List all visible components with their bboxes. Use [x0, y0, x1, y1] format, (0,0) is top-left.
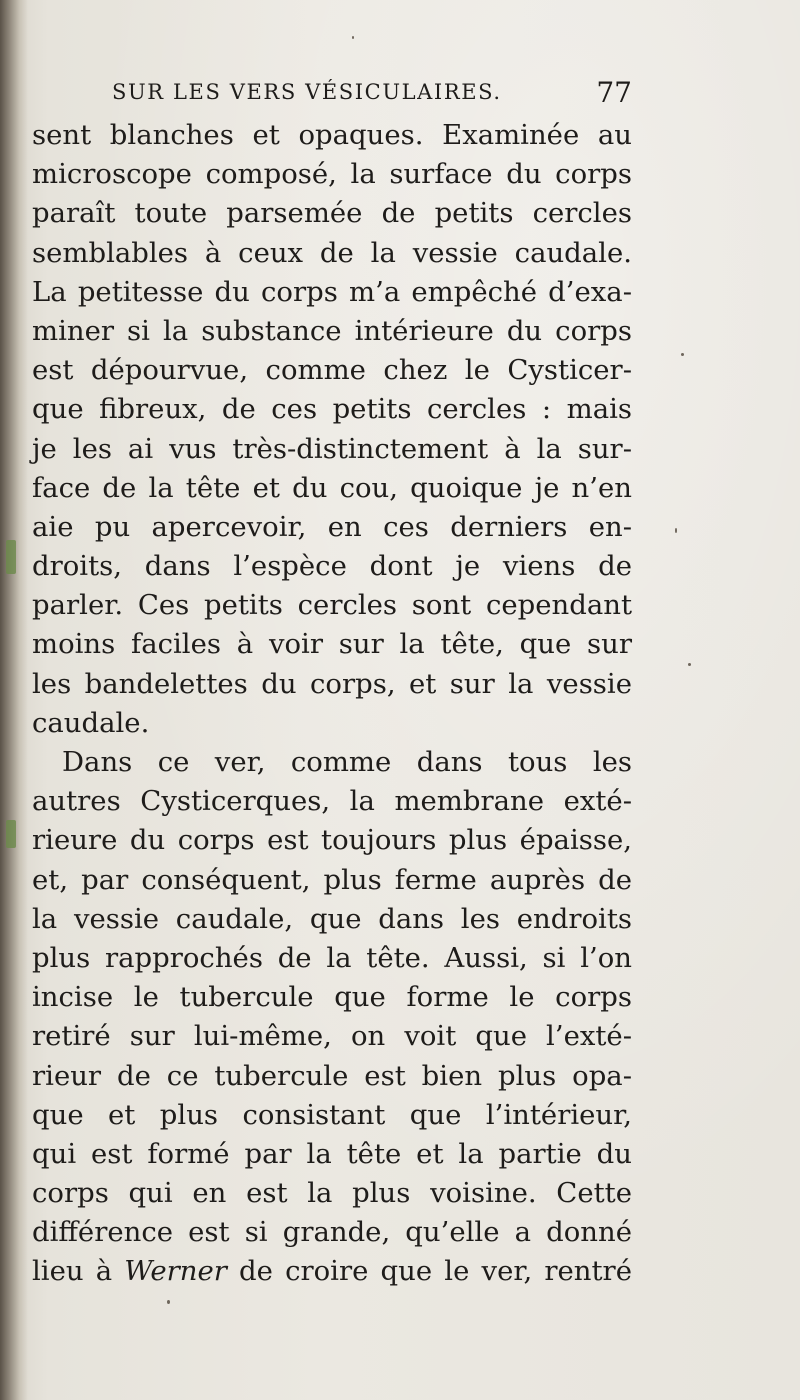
body-text [32, 116, 632, 1292]
paper-speck [167, 1300, 170, 1304]
paper-speck [675, 528, 677, 533]
text-line: face de la tête et du cou, quoique je n’en [32, 471, 632, 504]
text-line: microscope composé, la surface du corps [32, 158, 632, 191]
binding-stain [6, 820, 16, 848]
text-line: sent blanches et opaques. Examinée au [32, 119, 632, 151]
text-line: droits, dans l’espèce dont je viens de [32, 550, 632, 583]
paragraph-start-line: Dans ce ver, comme dans tous les [62, 746, 632, 778]
text-line: moins faciles à voir sur la tête, que sur [32, 628, 632, 661]
text-line: et, par conséquent, plus ferme auprès de [32, 863, 632, 896]
text-line: que et plus consistant que l’intérieur, [32, 1098, 632, 1131]
text-line: miner si la substance intérieure du corps [32, 314, 632, 347]
author-name-italic: Werner [124, 1255, 227, 1288]
text-line: rieure du corps est toujours plus épaisse, [32, 824, 632, 857]
text-line: corps qui en est la plus voisine. Cette [32, 1177, 632, 1210]
text-line: différence est si grande, qu’elle a donné [32, 1216, 632, 1249]
final-line-start: lieu à [32, 1255, 125, 1288]
text-line: paraît toute parsemée de petits cercles [32, 197, 632, 230]
text-line: La petitesse du corps m’a empêché d’exa- [32, 275, 632, 308]
paper-speck [688, 663, 691, 666]
text-line: les bandelettes du corps, et sur la vessie [32, 667, 632, 700]
text-line: parler. Ces petits cercles sont cependant [32, 589, 632, 622]
text-line: aie pu apercevoir, en ces derniers en- [32, 510, 632, 543]
text-line: je les ai vus très-distinctement à la sur- [32, 432, 632, 465]
final-line-end: de croire que le ver, rentré [226, 1255, 632, 1288]
paper-speck [352, 36, 354, 39]
text-line: semblables à ceux de la vessie caudale. [32, 236, 632, 269]
final-text-line [32, 1252, 632, 1291]
running-head-title: SUR LES VERS VÉSICULAIRES. [112, 80, 502, 104]
binding-edge [0, 0, 28, 1400]
text-line: rieur de ce tubercule est bien plus opa- [32, 1059, 632, 1092]
text-line: que fibreux, de ces petits cercles : mais [32, 393, 632, 426]
text-line: plus rapprochés de la tête. Aussi, si l’on [32, 941, 632, 974]
paragraph-end-line: caudale. [32, 706, 150, 739]
text-line: qui est formé par la tête et la partie du [32, 1137, 632, 1170]
binding-stain [6, 540, 16, 574]
paper-speck [681, 353, 684, 356]
text-line: incise le tubercule que forme le corps [32, 981, 632, 1014]
text-line: est dépourvue, comme chez le Cysticer- [32, 354, 632, 387]
text-line: autres Cysticerques, la membrane exté- [32, 785, 632, 818]
text-line: retiré sur lui-même, on voit que l’exté- [32, 1020, 632, 1053]
running-head [112, 76, 632, 116]
page-number: 77 [596, 76, 632, 109]
text-line: la vessie caudale, que dans les endroits [32, 902, 632, 935]
